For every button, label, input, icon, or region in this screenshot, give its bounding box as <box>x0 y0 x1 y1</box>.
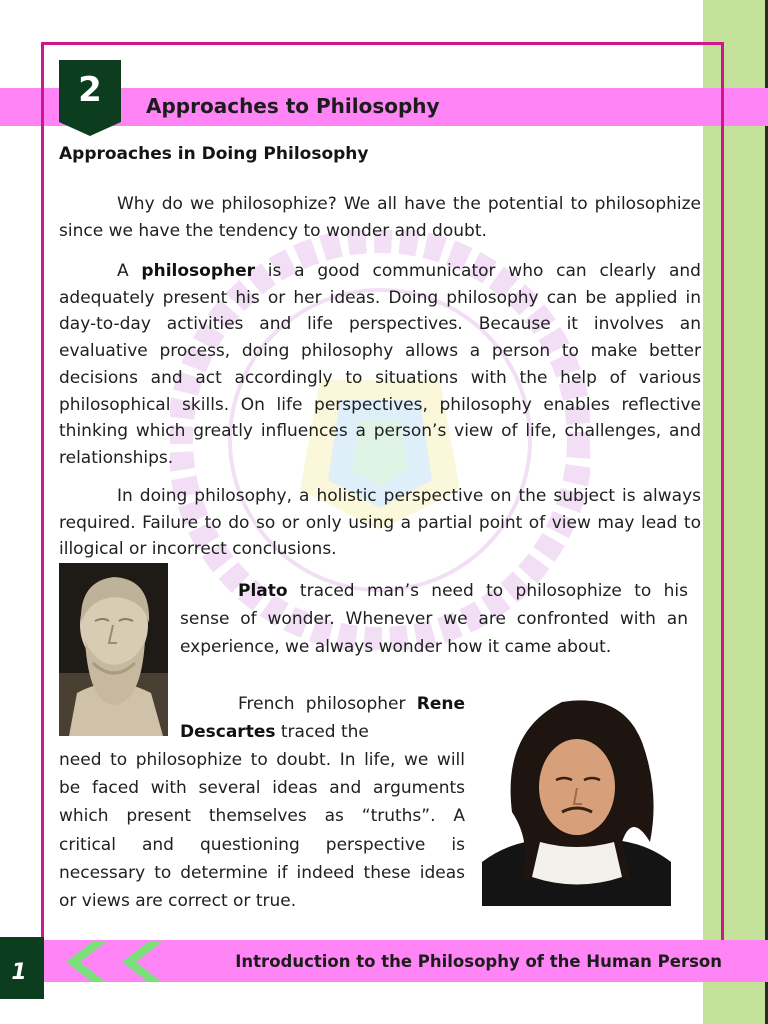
paragraph-descartes-body <box>59 746 465 915</box>
paragraph-text: Why do we philosophize? We all have the potential to philosophize since we have the tendency to wonder and doubt. <box>59 194 701 241</box>
term-philosopher: philosopher <box>141 261 256 281</box>
paragraph-text: need to philosophize to doubt. In life, we will be faced with several ideas and arguments which present themselves as “truths”. A critical and questioning perspective is necessary to determine if indeed these ideas or views are correct or true. <box>59 750 465 912</box>
paragraph-text: In doing philosophy, a holistic perspective on the subject is always required. Failure to do so or only using a partial point of view may lead to illogical or incorrect conclusions. <box>59 486 701 560</box>
paragraph-text: A <box>117 261 142 281</box>
paragraph-descartes-intro <box>180 690 465 746</box>
page-number: 1 <box>11 960 27 985</box>
term-plato: Plato <box>238 581 288 601</box>
descartes-portrait-image <box>482 692 671 906</box>
paragraph-why-philosophize <box>59 191 701 244</box>
footer-book-title: Introduction to the Philosophy of the Human Person <box>235 952 722 971</box>
section-heading: Approaches in Doing Philosophy <box>59 144 369 164</box>
term-descartes: Rene Descartes <box>180 694 465 742</box>
chapter-title: Approaches to Philosophy <box>146 94 440 118</box>
double-chevron-left-icon <box>58 940 168 984</box>
paragraph-text: is a good communicator who can clearly and adequately present his or her ideas. Doing philosophy can be applied in day-to-day activities and life perspectives. Because it involves an evaluative process, doing philosophy allows a person to make better decisions and act accordingly to situations with the help of various philosophical skills. On life perspectives, philosophy enables reflective thinking which greatly influences a person’s view of life, challenges, and relationships. <box>59 261 701 468</box>
chapter-number: 2 <box>78 70 102 110</box>
paragraph-text: traced man’s need to philosophize to his sense of wonder. Whenever we are confronted with an experience, we always wonder how it came about. <box>180 581 688 657</box>
plato-bust-image <box>59 563 168 736</box>
paragraph-plato <box>180 577 688 661</box>
paragraph-holistic <box>59 483 701 563</box>
paragraph-philosopher <box>59 258 701 472</box>
paragraph-text: French philosopher <box>238 694 417 714</box>
chapter-badge-number-wrap <box>59 60 121 136</box>
paragraph-text: traced the <box>275 722 369 742</box>
